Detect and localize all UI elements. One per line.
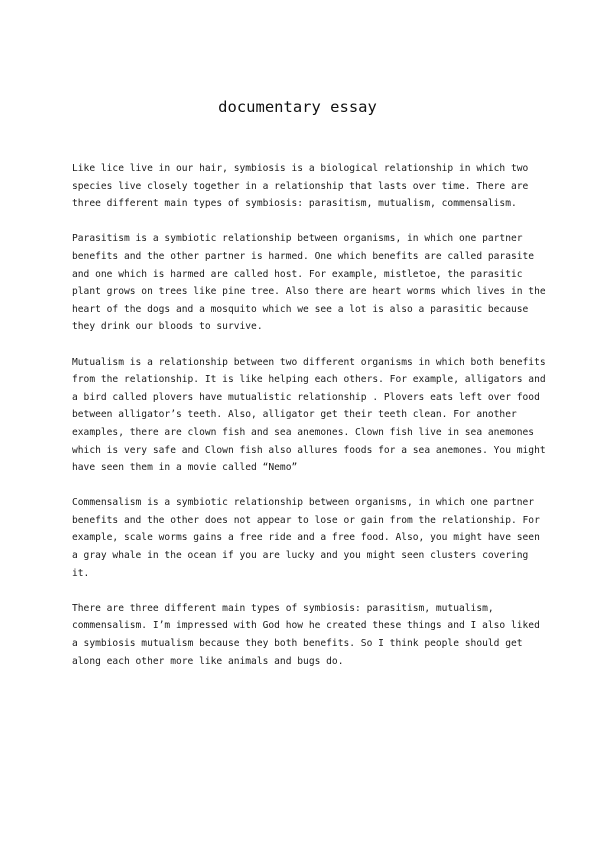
paragraph-line: Mutualism is a relationship between two different organisms in which both benefits bbox=[72, 356, 546, 368]
paragraph-line: benefits and the other does not appear to lose or gain from the relationship. For bbox=[72, 514, 540, 526]
paragraph-line: heart of the dogs and a mosquito which we see a lot is also a parasitic because bbox=[72, 303, 529, 315]
paragraph-line: they drink our bloods to survive. bbox=[72, 321, 263, 333]
paragraph-line: species live closely together in a relationship that lasts over time. There are bbox=[72, 180, 529, 192]
paragraph-line: have seen them in a movie called “Nemo” bbox=[72, 462, 298, 474]
paragraph-line: from the relationship. It is like helping each others. For example, alligators and bbox=[72, 374, 546, 386]
document-title: documentary essay bbox=[218, 98, 377, 116]
essay-paragraph bbox=[72, 600, 540, 670]
paragraph-line: a gray whale in the ocean if you are lucky and you might seen clusters covering bbox=[72, 550, 529, 562]
paragraph-line: it. bbox=[72, 567, 90, 579]
paragraph-line: and one which is harmed are called host. For example, mistletoe, the parasitic bbox=[72, 268, 523, 280]
paragraph-line: a bird called plovers have mutualistic relationship . Plovers eats left over food bbox=[72, 391, 540, 403]
paragraph-line: example, scale worms gains a free ride and a free food. Also, you might have seen bbox=[72, 532, 540, 544]
paragraph-line: along each other more like animals and bugs do. bbox=[72, 655, 344, 667]
paragraph-line: Commensalism is a symbiotic relationship between organisms, in which one partner bbox=[72, 497, 535, 509]
paragraph-line: three different main types of symbiosis: parasitism, mutualism, commensalism. bbox=[72, 198, 517, 210]
paragraph-line: between alligator’s teeth. Also, alligator get their teeth clean. For another bbox=[72, 409, 517, 421]
paragraph-line: Like lice live in our hair, symbiosis is a biological relationship in which two bbox=[72, 163, 529, 174]
paragraph-line: benefits and the other partner is harmed. One which benefits are called parasite bbox=[72, 250, 535, 262]
paragraph-line: commensalism. I’m impressed with God how he created these things and I also liked bbox=[72, 620, 540, 632]
paragraph-line: Parasitism is a symbiotic relationship between organisms, in which one partner bbox=[72, 233, 523, 245]
essay-body bbox=[72, 160, 546, 688]
paragraph-line: There are three different main types of symbiosis: parasitism, mutualism, bbox=[72, 602, 494, 614]
paragraph-line: plant grows on trees like pine tree. Also there are heart worms which lives in the bbox=[72, 286, 546, 298]
paragraph-line: a symbiosis mutualism because they both benefits. So I think people should get bbox=[72, 638, 523, 650]
essay-paragraph bbox=[72, 160, 530, 213]
essay-paragraph bbox=[72, 354, 546, 477]
paragraph-line: which is very safe and Clown fish also allures foods for a sea anemones. You might bbox=[72, 444, 546, 456]
paragraph-line: examples, there are clown fish and sea anemones. Clown fish live in sea anemones bbox=[72, 426, 535, 438]
essay-paragraph bbox=[72, 230, 546, 336]
essay-paragraph bbox=[72, 494, 540, 582]
